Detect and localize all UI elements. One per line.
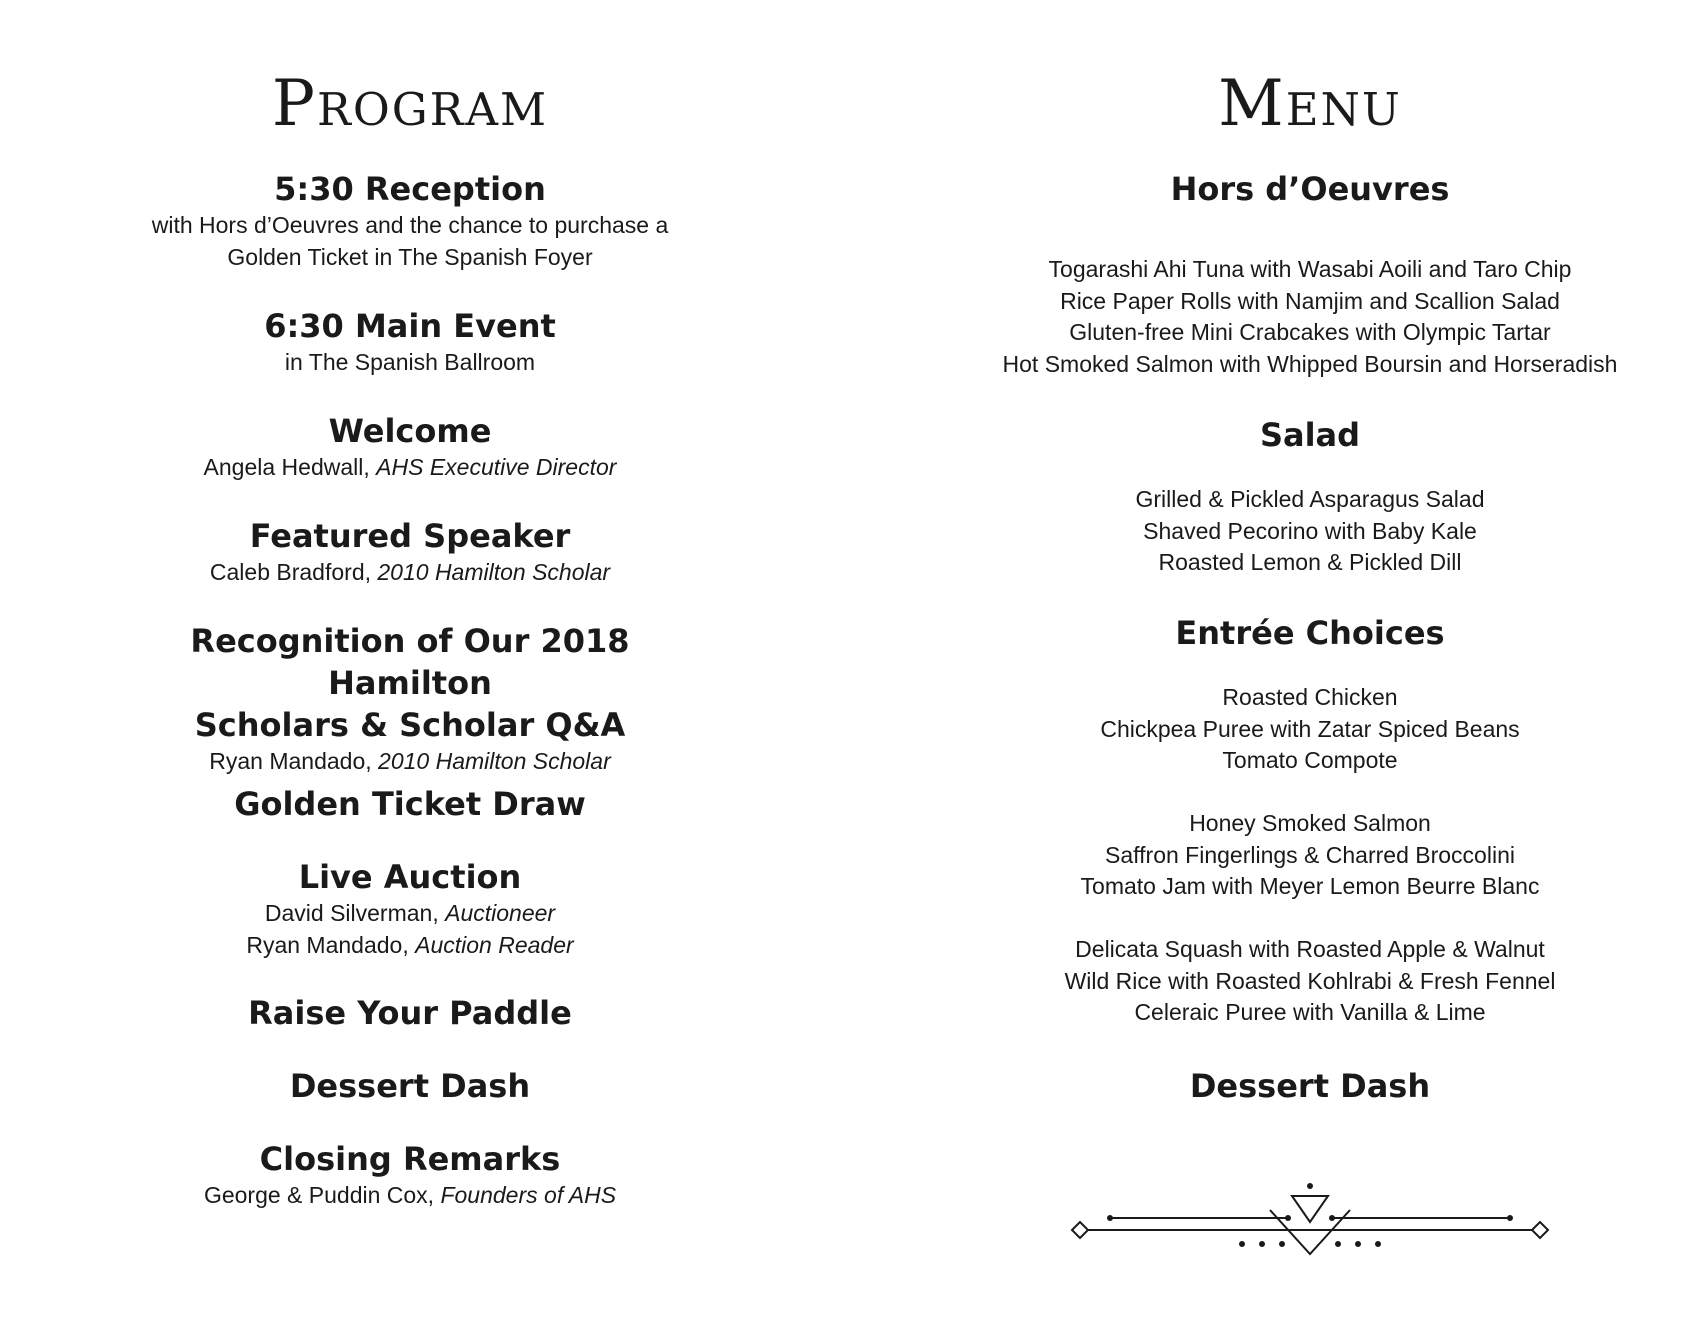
entree-list [985,682,1635,1029]
person-role: Auction Reader [415,931,574,958]
menu-item: Roasted Chicken [1222,684,1398,710]
spacer [985,777,1635,809]
menu-item: Chickpea Puree with Zatar Spiced Beans [1100,715,1520,742]
program-item-recognition [110,620,710,778]
program-item-live-auction [110,856,710,961]
menu-section-salad [985,414,1635,456]
menu-item: Saffron Fingerlings & Charred Broccolini [1105,841,1515,868]
program-item-dessert-dash [110,1065,710,1107]
section-title: Entrée Choices [1175,614,1445,652]
menu-item: Celeraic Puree with Vanilla & Lime [1134,999,1486,1025]
ornament-divider-icon [1070,1176,1550,1256]
menu-item: Gluten-free Mini Crabcakes with Olympic Tartar [1069,319,1551,345]
item-title: 5:30 Reception [274,170,546,208]
person-role: 2010 Hamilton Scholar [378,748,611,774]
item-title: Welcome [328,412,492,450]
program-item-raise-paddle [110,992,710,1034]
program-item-main-event [110,305,710,379]
person-name: Ryan Mandado, [209,748,379,774]
program-item-reception [110,168,710,273]
menu-item: Rice Paper Rolls with Namjim and Scallion Salad [1060,287,1560,314]
menu-section-hors-doeuvres [985,168,1635,210]
item-detail: with Hors d’Oeuvres and the chance to purchase a [151,212,669,238]
program-item-featured-speaker [110,515,710,589]
item-title: Scholars & Scholar Q&A [194,706,626,744]
item-detail [110,930,710,962]
item-title: Golden Ticket Draw [234,785,586,823]
item-title: Dessert Dash [289,1067,531,1105]
hors-doeuvres-list [985,254,1635,380]
menu-item: Roasted Lemon & Pickled Dill [1158,549,1462,575]
menu-section-entrees [985,612,1635,654]
item-title: Recognition of Our 2018 Hamilton [190,622,630,702]
person-name: David Silverman, [264,900,446,926]
person-role: AHS Executive Director [376,454,617,480]
item-detail [110,1180,710,1212]
person-role: Founders of AHS [440,1182,617,1208]
person-name: Caleb Bradford, [209,559,378,585]
program-item-closing-remarks [110,1138,710,1212]
menu-item: Wild Rice with Roasted Kohlrabi & Fresh Fennel [1064,967,1556,994]
person-name: Ryan Mandado, [246,931,416,958]
program-item-golden-ticket [110,783,710,825]
person-role: Auctioneer [445,900,556,926]
person-name: Angela Hedwall, [203,454,377,480]
item-title: Featured Speaker [249,517,571,555]
item-title: Raise Your Paddle [248,994,572,1032]
menu-item: Grilled & Pickled Asparagus Salad [1135,486,1485,512]
person-role: 2010 Hamilton Scholar [377,559,611,585]
salad-list [985,484,1635,579]
item-detail: Golden Ticket in The Spanish Foyer [227,243,593,270]
section-title: Hors d’Oeuvres [1170,170,1450,208]
person-name: George & Puddin Cox, [203,1182,441,1208]
spacer [985,903,1635,935]
menu-section-dessert [985,1065,1635,1107]
item-detail [110,557,710,589]
item-title: Closing Remarks [259,1140,561,1178]
menu-item: Honey Smoked Salmon [1189,810,1431,836]
menu-item: Togarashi Ahi Tuna with Wasabi Aoili and Taro Chip [1048,256,1572,282]
program-heading: Program [271,67,549,141]
item-detail [110,746,710,778]
item-title: 6:30 Main Event [264,307,556,345]
item-detail: in The Spanish Ballroom [284,349,536,375]
item-title: Live Auction [298,858,522,896]
section-title: Salad [1259,416,1361,454]
item-detail [110,898,710,930]
section-title: Dessert Dash [1189,1067,1431,1105]
menu-item: Tomato Compote [1222,747,1398,773]
program-item-welcome [110,410,710,484]
menu-heading: Menu [1218,67,1402,141]
menu-item: Shaved Pecorino with Baby Kale [1143,517,1477,544]
menu-item: Delicata Squash with Roasted Apple & Walnut [1075,936,1545,962]
menu-item: Tomato Jam with Meyer Lemon Beurre Blanc [1080,873,1540,899]
item-detail [110,452,710,484]
menu-item: Hot Smoked Salmon with Whipped Boursin and Horseradish [1002,350,1618,377]
